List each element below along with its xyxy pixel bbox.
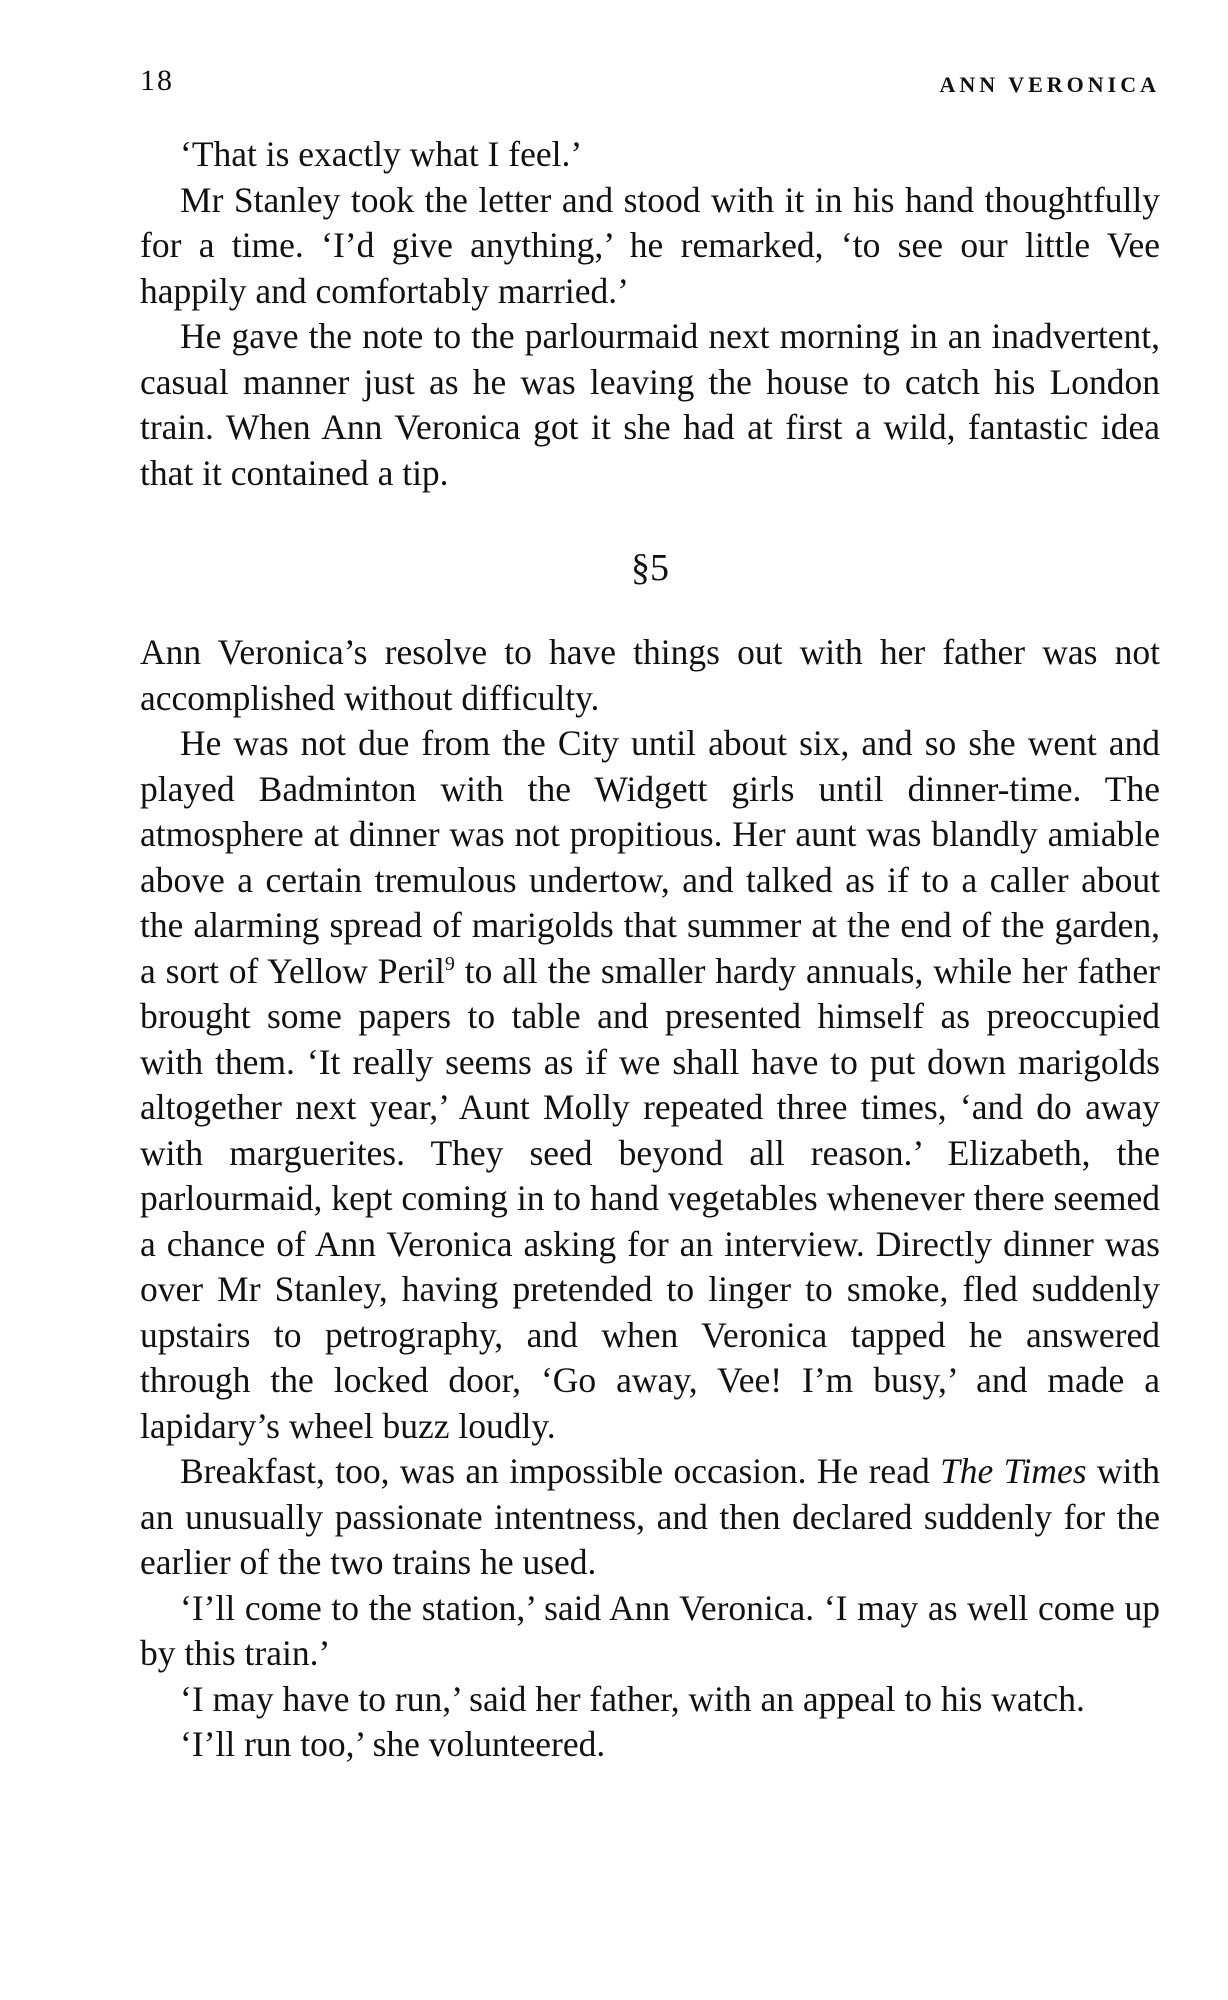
paragraph: [140, 1449, 1160, 1586]
paragraph: ‘I may have to run,’ said her father, with an appeal to his watch.: [180, 1678, 1085, 1719]
paragraph-text: with an unusually passionate intentness, and then declared suddenly for the earlier of the two trains he used.: [140, 1451, 1160, 1582]
paragraph: ‘That is exactly what I feel.’: [180, 134, 583, 174]
running-title: ANN VERONICA: [939, 72, 1160, 97]
paragraph-text: Breakfast, too, was an impossible occasion. He read: [180, 1451, 941, 1491]
paragraph: Mr Stanley took the letter and stood with it in his hand thoughtfully for a time. ‘I’d give anything,’ he remarked, ‘to see our little Vee happily and comfortably married.’: [140, 179, 1160, 311]
page-body: [140, 132, 1160, 1768]
paragraph-text: to all the smaller hardy annuals, while her father brought some papers to table and presented himself as preoccupied with them. ‘It really seems as if we shall have to put down marigolds altogether next year,’ Aunt Molly repeated three times, ‘and do away with marguerites. They seed beyond all reason.’ Elizabeth, the parlourmaid, kept coming in to hand vegetables whenever there seemed a chance of Ann Veronica asking for an interview. Directly dinner was over Mr Stanley, having pretended to linger to smoke, fled suddenly upstairs to petrography, and when Veronica tapped he answered through the locked door, ‘Go away, Vee! I’m busy,’ and made a lapidary’s wheel buzz loudly.: [140, 950, 1160, 1446]
page-number: 18: [140, 64, 174, 97]
paragraph: ‘I’ll run too,’ she volunteered.: [180, 1724, 606, 1764]
section-heading: §5: [631, 547, 669, 589]
footnote-marker: 9: [444, 952, 455, 975]
paragraph: He gave the note to the parlourmaid next morning in an inadvertent, casual manner just as he was leaving the house to catch his London train. When Ann Veronica got it she had at first a wild, fantastic idea that it contained a tip.: [140, 316, 1160, 493]
paragraph: ‘I’ll come to the station,’ said Ann Veronica. ‘I may as well come up by this train.’: [140, 1587, 1160, 1673]
page-header: [140, 64, 1160, 104]
paragraph: Ann Veronica’s resolve to have things out with her father was not accomplished without difficulty.: [140, 632, 1160, 718]
paragraph: [140, 721, 1160, 1449]
paragraph-text: He was not due from the City until about six, and so she went and played Badminton with the Widgett girls until dinner-time. The atmosphere at dinner was not propitious. Her aunt was blandly amiable above a certain tremulous undertow, and talked as if to a caller about the alarming spread of marigolds that summer at the end of the garden, a sort of Yellow Peril: [140, 723, 1160, 991]
italic-title: The Times: [940, 1451, 1087, 1491]
